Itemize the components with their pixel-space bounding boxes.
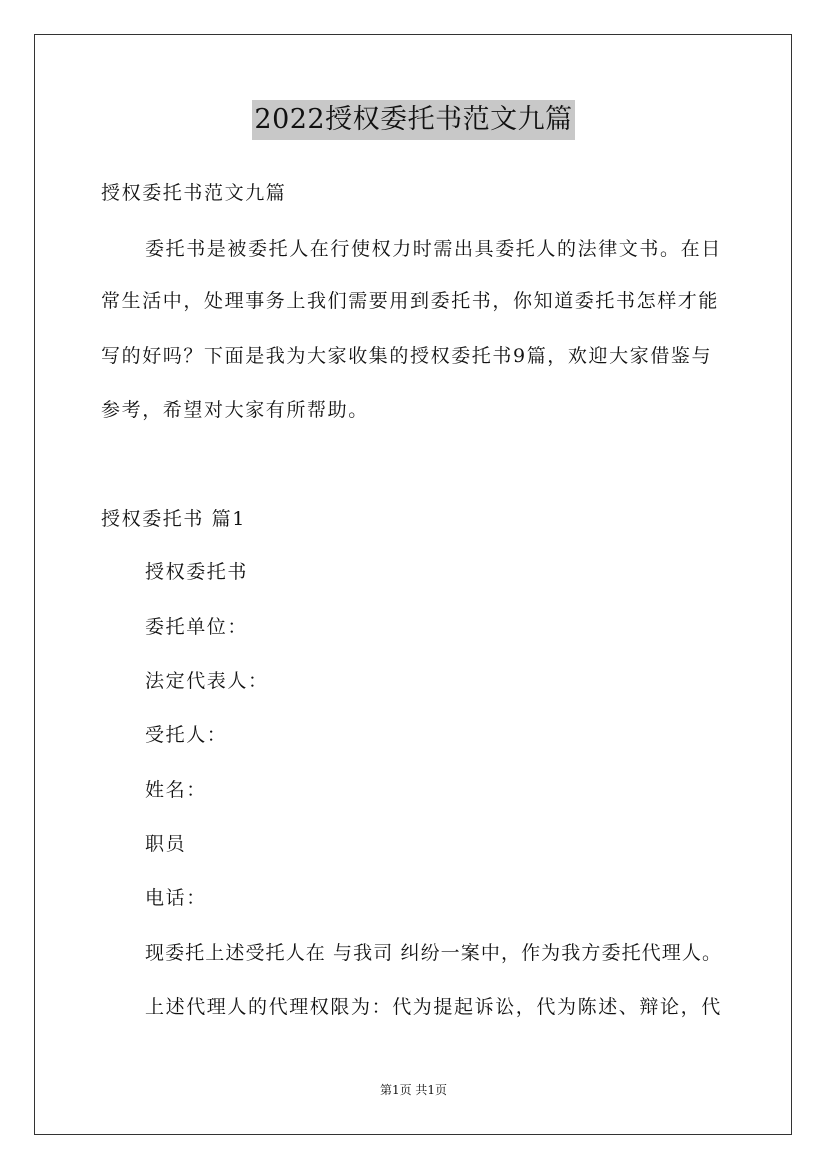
section-heading: 授权委托书 篇1 [101, 508, 246, 530]
body-line-1: 授权委托书 [145, 561, 249, 583]
title-container [0, 100, 827, 140]
body-line-8: 现委托上述受托人在 与我司 纠纷一案中，作为我方委托代理人。 [145, 942, 723, 964]
intro-line-3: 写的好吗？下面是我为大家收集的授权委托书9篇，欢迎大家借鉴与 [101, 345, 713, 367]
intro-line-4: 参考，希望对大家有所帮助。 [101, 399, 369, 421]
body-line-3: 法定代表人： [145, 670, 269, 692]
body-line-2: 委托单位： [145, 616, 249, 638]
body-line-5: 姓名： [145, 779, 207, 801]
intro-line-2: 常生活中，处理事务上我们需要用到委托书，你知道委托书怎样才能 [101, 290, 720, 312]
body-line-9: 上述代理人的代理权限为：代为提起诉讼，代为陈述、辩论，代 [145, 996, 722, 1018]
intro-line-1: 委托书是被委托人在行使权力时需出具委托人的法律文书。在日 [145, 238, 722, 260]
body-line-4: 受托人： [145, 724, 228, 746]
page-footer: 第1页 共1页 [379, 1083, 448, 1097]
document-title: 2022授权委托书范文九篇 [252, 100, 574, 140]
document-subtitle: 授权委托书范文九篇 [101, 182, 287, 204]
body-line-7: 电话： [145, 887, 207, 909]
body-line-6: 职员 [145, 833, 187, 855]
